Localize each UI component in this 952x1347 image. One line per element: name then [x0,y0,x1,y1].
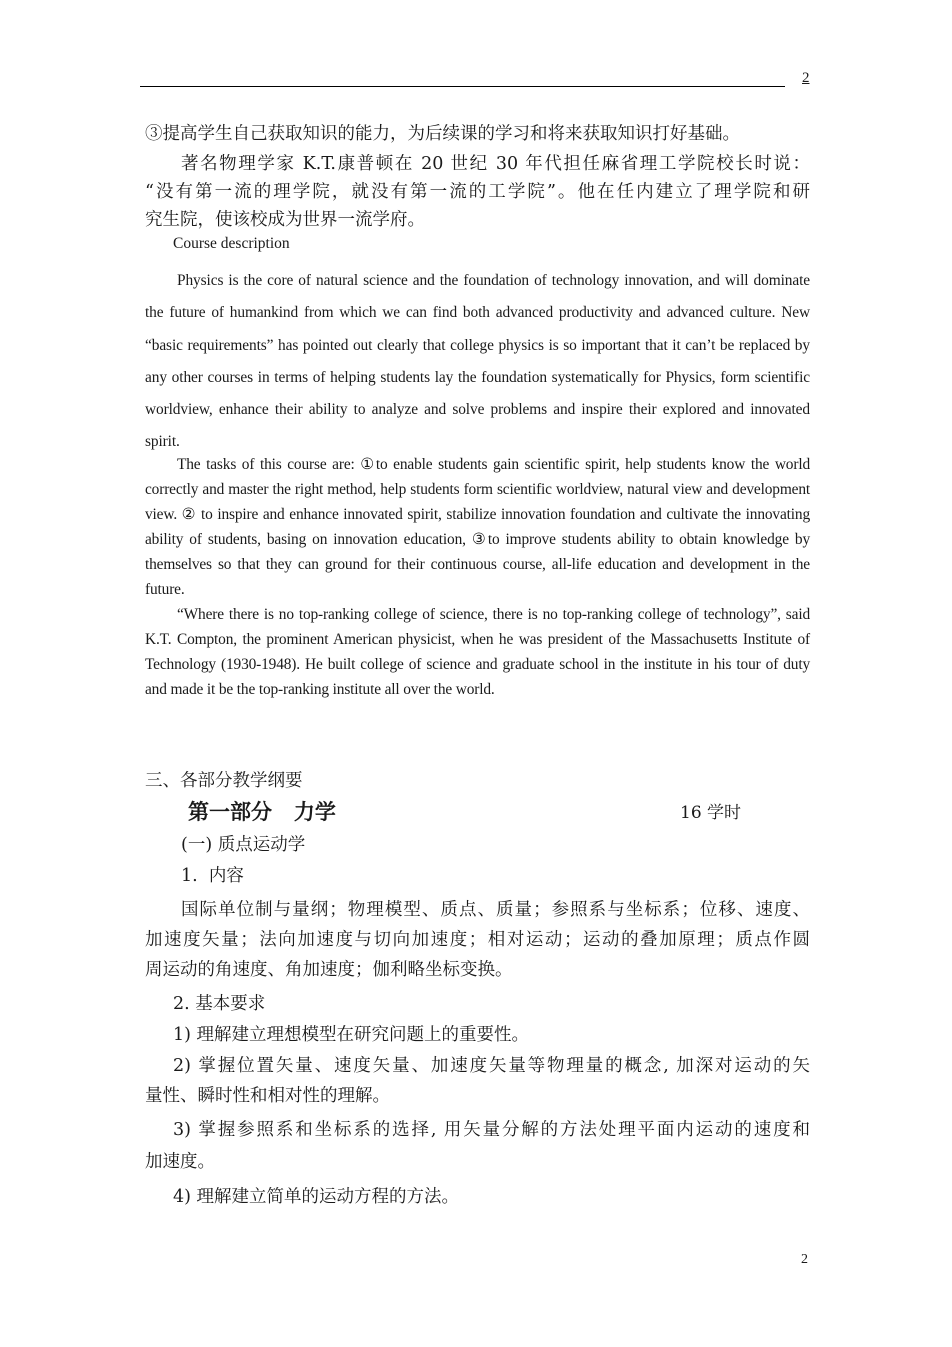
requirement-3-line-2: 加速度。 [145,1152,215,1172]
course-description-paragraph-1: Physics is the core of natural science and the foundation of technology innovation, and will dominate the future of humankind from which we can find both advanced productivity and advanced culture. New “basic requirements” has pointed out clearly that college physics is so important that it can’t be replaced by any other courses in terms of helping students lay the foundation systematically for Physics, form scientific worldview, enhance their ability to analyze and solve problems and inspire their explored and innovated spirit. [145,272,810,451]
requirements-heading: 2. 基本要求 [173,994,266,1014]
part-hours: 16 学时 [680,803,742,823]
zh-compton-line-1: 著名物理学家 K.T.康普顿在 20 世纪 30 年代担任麻省理工学院校长时说： [181,154,810,174]
section-title: 三、各部分教学纲要 [145,771,303,791]
requirement-2-line-1: 2) 掌握位置矢量、速度矢量、加速度矢量等物理量的概念, 加深对运动的矢 [173,1056,810,1076]
requirement-3-line-1: 3) 掌握参照系和坐标系的选择, 用矢量分解的方法处理平面内运动的速度和 [173,1120,810,1140]
content-heading: 1. 内容 [181,866,244,886]
requirement-4: 4) 理解建立简单的运动方程的方法。 [173,1187,460,1207]
zh-compton-line-2: “没有第一流的理学院，就没有第一流的工学院”。他在任内建立了理学院和研 [145,182,810,202]
header-rule [140,86,785,87]
footer-page-number: 2 [801,1252,808,1267]
content-line-1: 国际单位制与量纲；物理模型、质点、质量；参照系与坐标系；位移、速度、 [181,900,810,920]
requirement-1: 1) 理解建立理想模型在研究问题上的重要性。 [173,1025,530,1045]
part-title: 第一部分 力学 [188,800,336,824]
chapter-title: (一) 质点运动学 [181,835,306,855]
header-page-number: 2 [802,70,810,86]
course-tasks-paragraph: The tasks of this course are: ①to enable students gain scientific spirit, help students know the world correctly and master the right method, help students form scientific worldview, natural view and development view. ② to inspire and enhance innovated spirit, stabilize innovation foundation and cultivate the innovating ability of students, basing on innovation education, ③to improve students ability to obtain knowledge by themselves so that they can ground for their continuous course, all-life education and development in the future. [145,456,810,598]
zh-objective-3: ③提高学生自己获取知识的能力，为后续课的学习和将来获取知识打好基础。 [145,124,740,144]
content-line-2: 加速度矢量；法向加速度与切向加速度；相对运动；运动的叠加原理；质点作圆 [145,930,810,950]
compton-quote-paragraph: “Where there is no top-ranking college of science, there is no top-ranking college of technology”, said K.T. Compton, the prominent American physicist, when he was president of the Massachusetts Institute of Technology (1930-1948). He built college of science and graduate school in the institute in his tour of duty and made it be the top-ranking institute all over the world. [145,606,810,698]
content-line-3: 周运动的角速度、角加速度；伽利略坐标变换。 [145,960,513,980]
zh-compton-line-3: 究生院，使该校成为世界一流学府。 [145,210,425,230]
requirement-2-line-2: 量性、瞬时性和相对性的理解。 [145,1086,390,1106]
course-description-heading: Course description [173,235,290,252]
